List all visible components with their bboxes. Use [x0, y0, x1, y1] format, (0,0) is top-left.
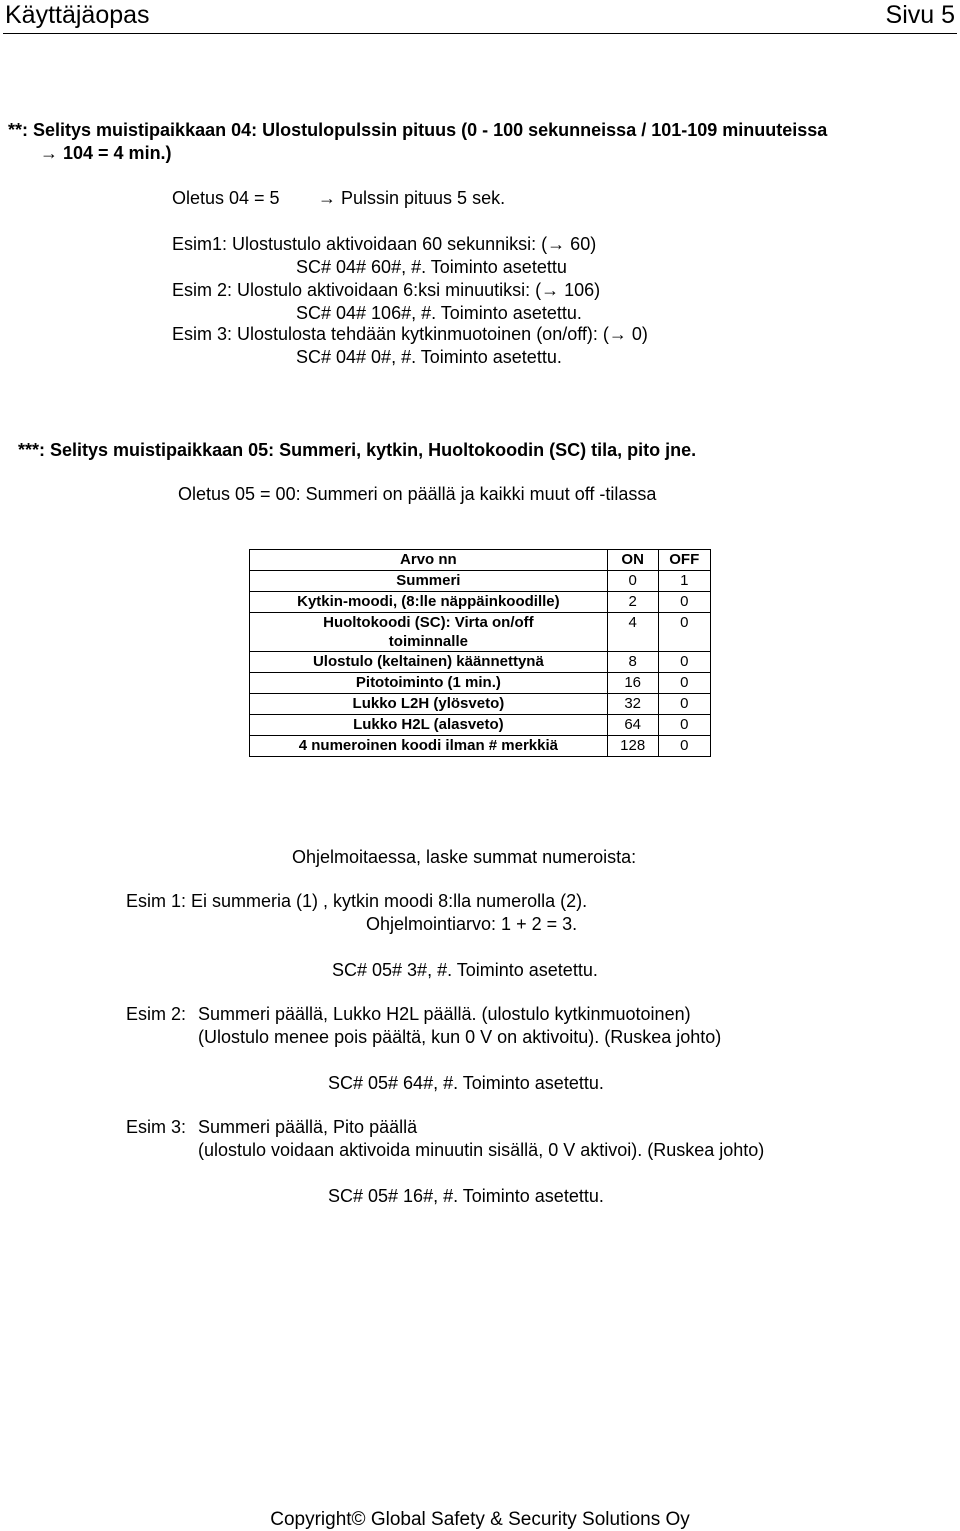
- section-04-example-3: Esim 3: Ulostulosta tehdään kytkinmuotoinen (on/off): (→ 0): [172, 324, 648, 344]
- section-04-default: Oletus 04 = 5: [172, 188, 280, 208]
- prog-example-2: Summeri päällä, Lukko H2L päällä. (ulostulo kytkinmuotoinen): [198, 1004, 691, 1024]
- row-label: Summeri: [250, 571, 608, 592]
- section-04-example-1: Esim1: Ulostustulo aktivoidaan 60 sekunniksi: (→ 60): [172, 234, 597, 254]
- row-label: Lukko H2L (alasveto): [250, 715, 608, 736]
- prog-example-1-value: Ohjelmointiarvo: 1 + 2 = 3.: [366, 914, 578, 934]
- row-label: Lukko L2H (ylösveto): [250, 694, 608, 715]
- row-label: Kytkin-moodi, (8:lle näppäinkoodille): [250, 592, 608, 613]
- document-title: Käyttäjäopas: [5, 1, 150, 29]
- prog-example-1: Esim 1: Ei summeria (1) , kytkin moodi 8:lla numerolla (2).: [126, 891, 588, 911]
- row-off: 1: [658, 571, 710, 592]
- section-05-heading: ***: Selitys muistipaikkaan 05: Summeri, kytkin, Huoltokoodin (SC) tila, pito jne.: [18, 440, 697, 460]
- row-on: 0: [607, 571, 658, 592]
- table-row: [250, 715, 711, 736]
- prog-example-3-code: SC# 05# 16#, #. Toiminto asetettu.: [328, 1186, 604, 1206]
- table-header-row: [250, 550, 711, 571]
- section-04-heading: **: Selitys muistipaikkaan 04: Ulostulopulssin pituus (0 - 100 sekunneissa / 101-109 minuuteissa: [8, 120, 828, 140]
- row-label: Huoltokoodi (SC): Virta on/off toiminnalle: [250, 613, 608, 652]
- prog-example-3-label: Esim 3:: [126, 1117, 187, 1137]
- row-label: Ulostulo (keltainen) käännettynä: [250, 652, 608, 673]
- section-04-default-desc: → Pulssin pituus 5 sek.: [318, 188, 506, 208]
- prog-example-3: Summeri päällä, Pito päällä: [198, 1117, 418, 1137]
- table-row: [250, 571, 711, 592]
- prog-example-1-code: SC# 05# 3#, #. Toiminto asetettu.: [332, 960, 598, 980]
- row-off: 0: [658, 592, 710, 613]
- section-05-default: Oletus 05 = 00: Summeri on päällä ja kaikki muut off -tilassa: [178, 484, 657, 504]
- table-row: [250, 673, 711, 694]
- table-row: [250, 613, 711, 652]
- row-on: 2: [607, 592, 658, 613]
- page-header: [3, 0, 957, 34]
- row-off: 0: [658, 673, 710, 694]
- row-on: 8: [607, 652, 658, 673]
- section-04-example-2: Esim 2: Ulostulo aktivoidaan 6:ksi minuutiksi: (→ 106): [172, 280, 601, 300]
- row-off: 0: [658, 613, 710, 652]
- row-off: 0: [658, 736, 710, 757]
- row-on: 128: [607, 736, 658, 757]
- table-header-off: OFF: [658, 550, 710, 571]
- row-on: 32: [607, 694, 658, 715]
- table-row: [250, 736, 711, 757]
- row-off: 0: [658, 694, 710, 715]
- value-table: [249, 549, 711, 757]
- prog-example-3-note: (ulostulo voidaan aktivoida minuutin sisällä, 0 V aktivoi). (Ruskea johto): [198, 1140, 765, 1160]
- prog-example-2-label: Esim 2:: [126, 1004, 187, 1024]
- programming-intro: Ohjelmoitaessa, laske summat numeroista:: [292, 847, 637, 867]
- table-header-on: ON: [607, 550, 658, 571]
- copyright-footer: Copyright© Global Safety & Security Solutions Oy: [270, 1509, 690, 1530]
- page-number: Sivu 5: [885, 1, 955, 29]
- table-row: [250, 652, 711, 673]
- row-off: 0: [658, 715, 710, 736]
- prog-example-2-note: (Ulostulo menee pois päältä, kun 0 V on aktivoitu). (Ruskea johto): [198, 1027, 722, 1047]
- row-off: 0: [658, 652, 710, 673]
- row-label: Pitotoiminto (1 min.): [250, 673, 608, 694]
- prog-example-2-code: SC# 05# 64#, #. Toiminto asetettu.: [328, 1073, 604, 1093]
- row-label: 4 numeroinen koodi ilman # merkkiä: [250, 736, 608, 757]
- row-on: 16: [607, 673, 658, 694]
- table-row: [250, 592, 711, 613]
- section-04-example-2-code: SC# 04# 106#, #. Toiminto asetettu.: [296, 303, 582, 323]
- row-on: 64: [607, 715, 658, 736]
- section-04-example-1-code: SC# 04# 60#, #. Toiminto asetettu: [296, 257, 567, 277]
- table-row: [250, 694, 711, 715]
- row-on: 4: [607, 613, 658, 652]
- section-04-heading-cont: → 104 = 4 min.): [40, 143, 172, 163]
- table-header-value: Arvo nn: [250, 550, 608, 571]
- section-04-example-3-code: SC# 04# 0#, #. Toiminto asetettu.: [296, 347, 562, 367]
